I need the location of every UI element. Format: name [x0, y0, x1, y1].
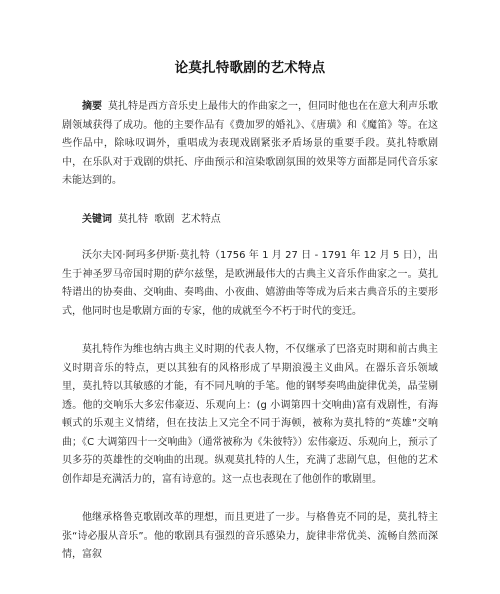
body-paragraph-1: 沃尔夫冈·阿玛多伊斯·莫扎特（1756 年 1 月 27 日 - 1791 年 12 月 5 日），出生于神圣罗马帝国时期的萨尔兹堡，是欧洲最伟大的古典主义音乐作曲家之一。莫扎特谱出的协奏曲、交响曲、奏鸣曲、小夜曲、嬉游曲等等成为后来古典音乐的主要形式，他同时也是歌剧方面的专家，他的成就至今不朽于时代的变迁。	[62, 250, 438, 317]
keywords-label: 关键词	[82, 213, 112, 225]
body-paragraph-2: 莫扎特作为维也纳古典主义时期的代表人物，不仅继承了巴洛克时期和前古典主义时期音乐的特点，更以其独有的风格形成了早期浪漫主义曲风。在器乐音乐领域里，莫扎特以其敏感的才能，有不同凡响的手笔。他的钢琴奏鸣曲旋律优美，晶莹剔透。他的交响乐大多宏伟豪迈、乐观向上：(g 小调第四十交响曲)富有戏剧性，有海顿式的乐观主义情绪，但在技法上又完全不同于海顿，被称为莫扎特的“英雄”交响曲；《C 大调第四十一交响曲》（通常被称为《朱彼特》）宏伟豪迈、乐观向上，预示了贝多芬的英雄性的交响曲的出现。纵观莫扎特的人生，充满了悲剧气息，但他的艺术创作却是充满活力的，富有诗意的。这一点也表现在了他创作的歌剧里。	[62, 344, 438, 485]
abstract-paragraph	[62, 98, 438, 191]
abstract-label: 摘要	[82, 101, 102, 112]
body-paragraph-3: 他继承格鲁克歌剧改革的理想，而且更进了一步。与格鲁克不同的是，莫扎特主张“诗必服从音乐”。他的歌剧具有强烈的音乐感染力，旋律非常优美、流畅自然而深情，富叙	[62, 512, 438, 560]
keywords-paragraph	[62, 211, 438, 230]
abstract-text: 莫扎特是西方音乐史上最伟大的作曲家之一，但同时他也在在意大利声乐歌剧领域获得了成功。他的主要作品有《费加罗的婚礼》、《唐璜》和《魔笛》等。在这些作品中，除咏叹调外，重唱成为表现戏剧紧张矛盾场景的重要手段。莫扎特歌剧中，在乐队对于戏剧的烘托、序曲预示和渲染歌剧氛围的效果等方面都是同代音乐家未能达到的。	[62, 101, 438, 186]
document-title: 论莫扎特歌剧的艺术特点	[174, 60, 326, 76]
keywords-text: 莫扎特 歌剧 艺术特点	[118, 213, 221, 225]
